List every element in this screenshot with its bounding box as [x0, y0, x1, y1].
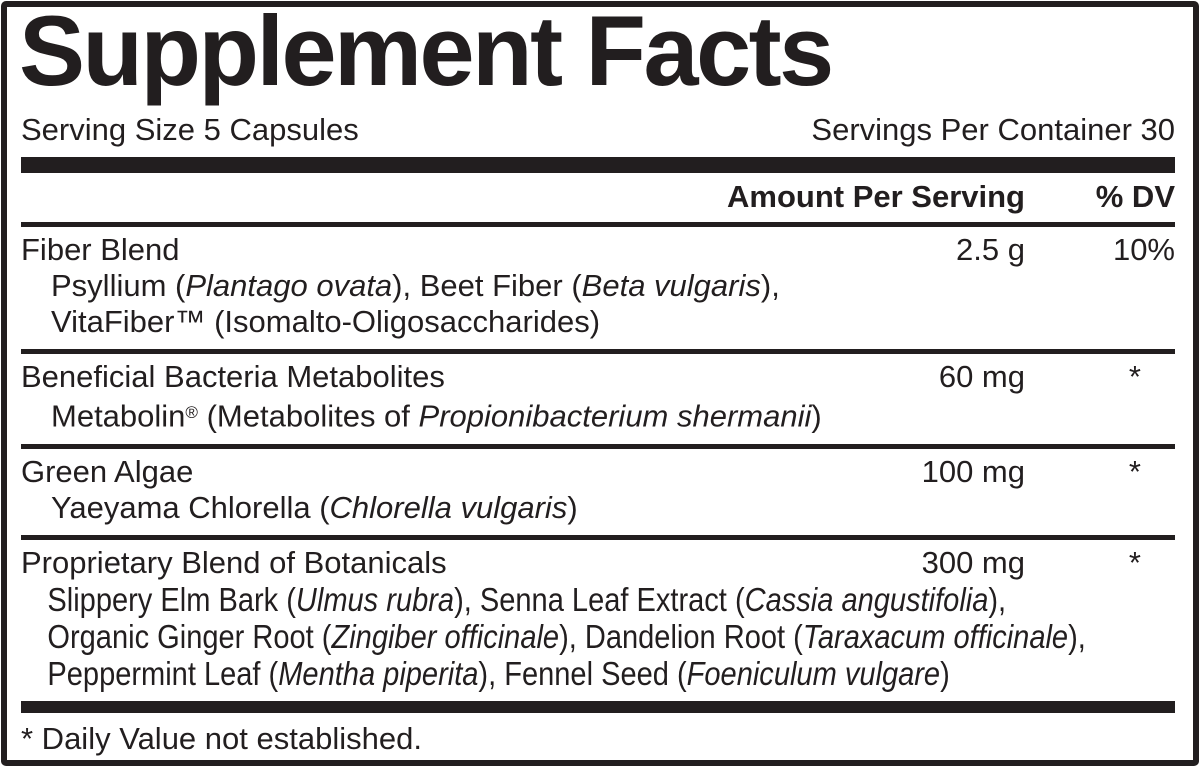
serving-size: Serving Size 5 Capsules [21, 112, 359, 147]
ingredient-amount: 300 mg [921, 544, 1025, 580]
ingredient-name: Beneficial Bacteria Metabolites [21, 359, 445, 394]
ingredient-row [21, 227, 1175, 349]
ingredient-detail-line: Slippery Elm Bark (Ulmus rubra), Senna Leaf Extract (Cassia angustifolia), [47, 580, 1007, 618]
daily-value-footnote: * Daily Value not established. [21, 720, 422, 756]
thick-divider-bottom [21, 701, 1175, 713]
panel-title: Supplement Facts [19, 1, 832, 106]
thick-divider-top [21, 157, 1175, 173]
servings-per-container: Servings Per Container 30 [811, 112, 1175, 147]
amount-per-serving-header: Amount Per Serving [727, 179, 1025, 214]
ingredient-dv: 10% [1112, 232, 1175, 267]
supplement-facts-panel [1, 1, 1199, 766]
percent-dv-header: % DV [1095, 179, 1175, 214]
ingredient-dv: * [1128, 453, 1141, 489]
ingredient-amount: 60 mg [938, 359, 1025, 394]
ingredient-amount: 100 mg [921, 453, 1025, 489]
ingredient-name: Fiber Blend [21, 232, 180, 267]
ingredient-detail-line: VitaFiber™ (Isomalto-Oligosaccharides) [51, 304, 601, 339]
ingredient-main-line [21, 359, 1175, 395]
ingredient-detail-line: Metabolin® (Metabolites of Propionibacterium shermanii) [51, 398, 822, 434]
ingredient-dv: * [1128, 544, 1141, 580]
ingredient-name: Proprietary Blend of Botanicals [21, 544, 447, 580]
ingredient-detail-line: Peppermint Leaf (Mentha piperita), Fennel Seed (Foeniculum vulgare) [47, 654, 950, 692]
ingredient-row [21, 449, 1175, 535]
ingredient-row [21, 540, 1175, 701]
ingredient-row [21, 354, 1175, 444]
serving-info-row [21, 113, 1175, 146]
ingredient-detail-line: Psyllium (Plantago ovata), Beet Fiber (Beta vulgaris), [51, 268, 780, 303]
ingredient-main-line [21, 232, 1175, 268]
ingredient-amount: 2.5 g [956, 232, 1025, 267]
ingredient-main-line [21, 545, 1175, 581]
ingredient-main-line [21, 454, 1175, 490]
ingredient-detail-line: Organic Ginger Root (Zingiber officinale), Dandelion Root (Taraxacum officinale), [47, 617, 1086, 655]
ingredient-name: Green Algae [21, 453, 194, 489]
ingredient-detail-line: Yaeyama Chlorella (Chlorella vulgaris) [51, 489, 578, 525]
ingredient-dv: * [1128, 359, 1141, 394]
column-header-row [21, 181, 1175, 213]
ingredient-rows [21, 227, 1175, 701]
